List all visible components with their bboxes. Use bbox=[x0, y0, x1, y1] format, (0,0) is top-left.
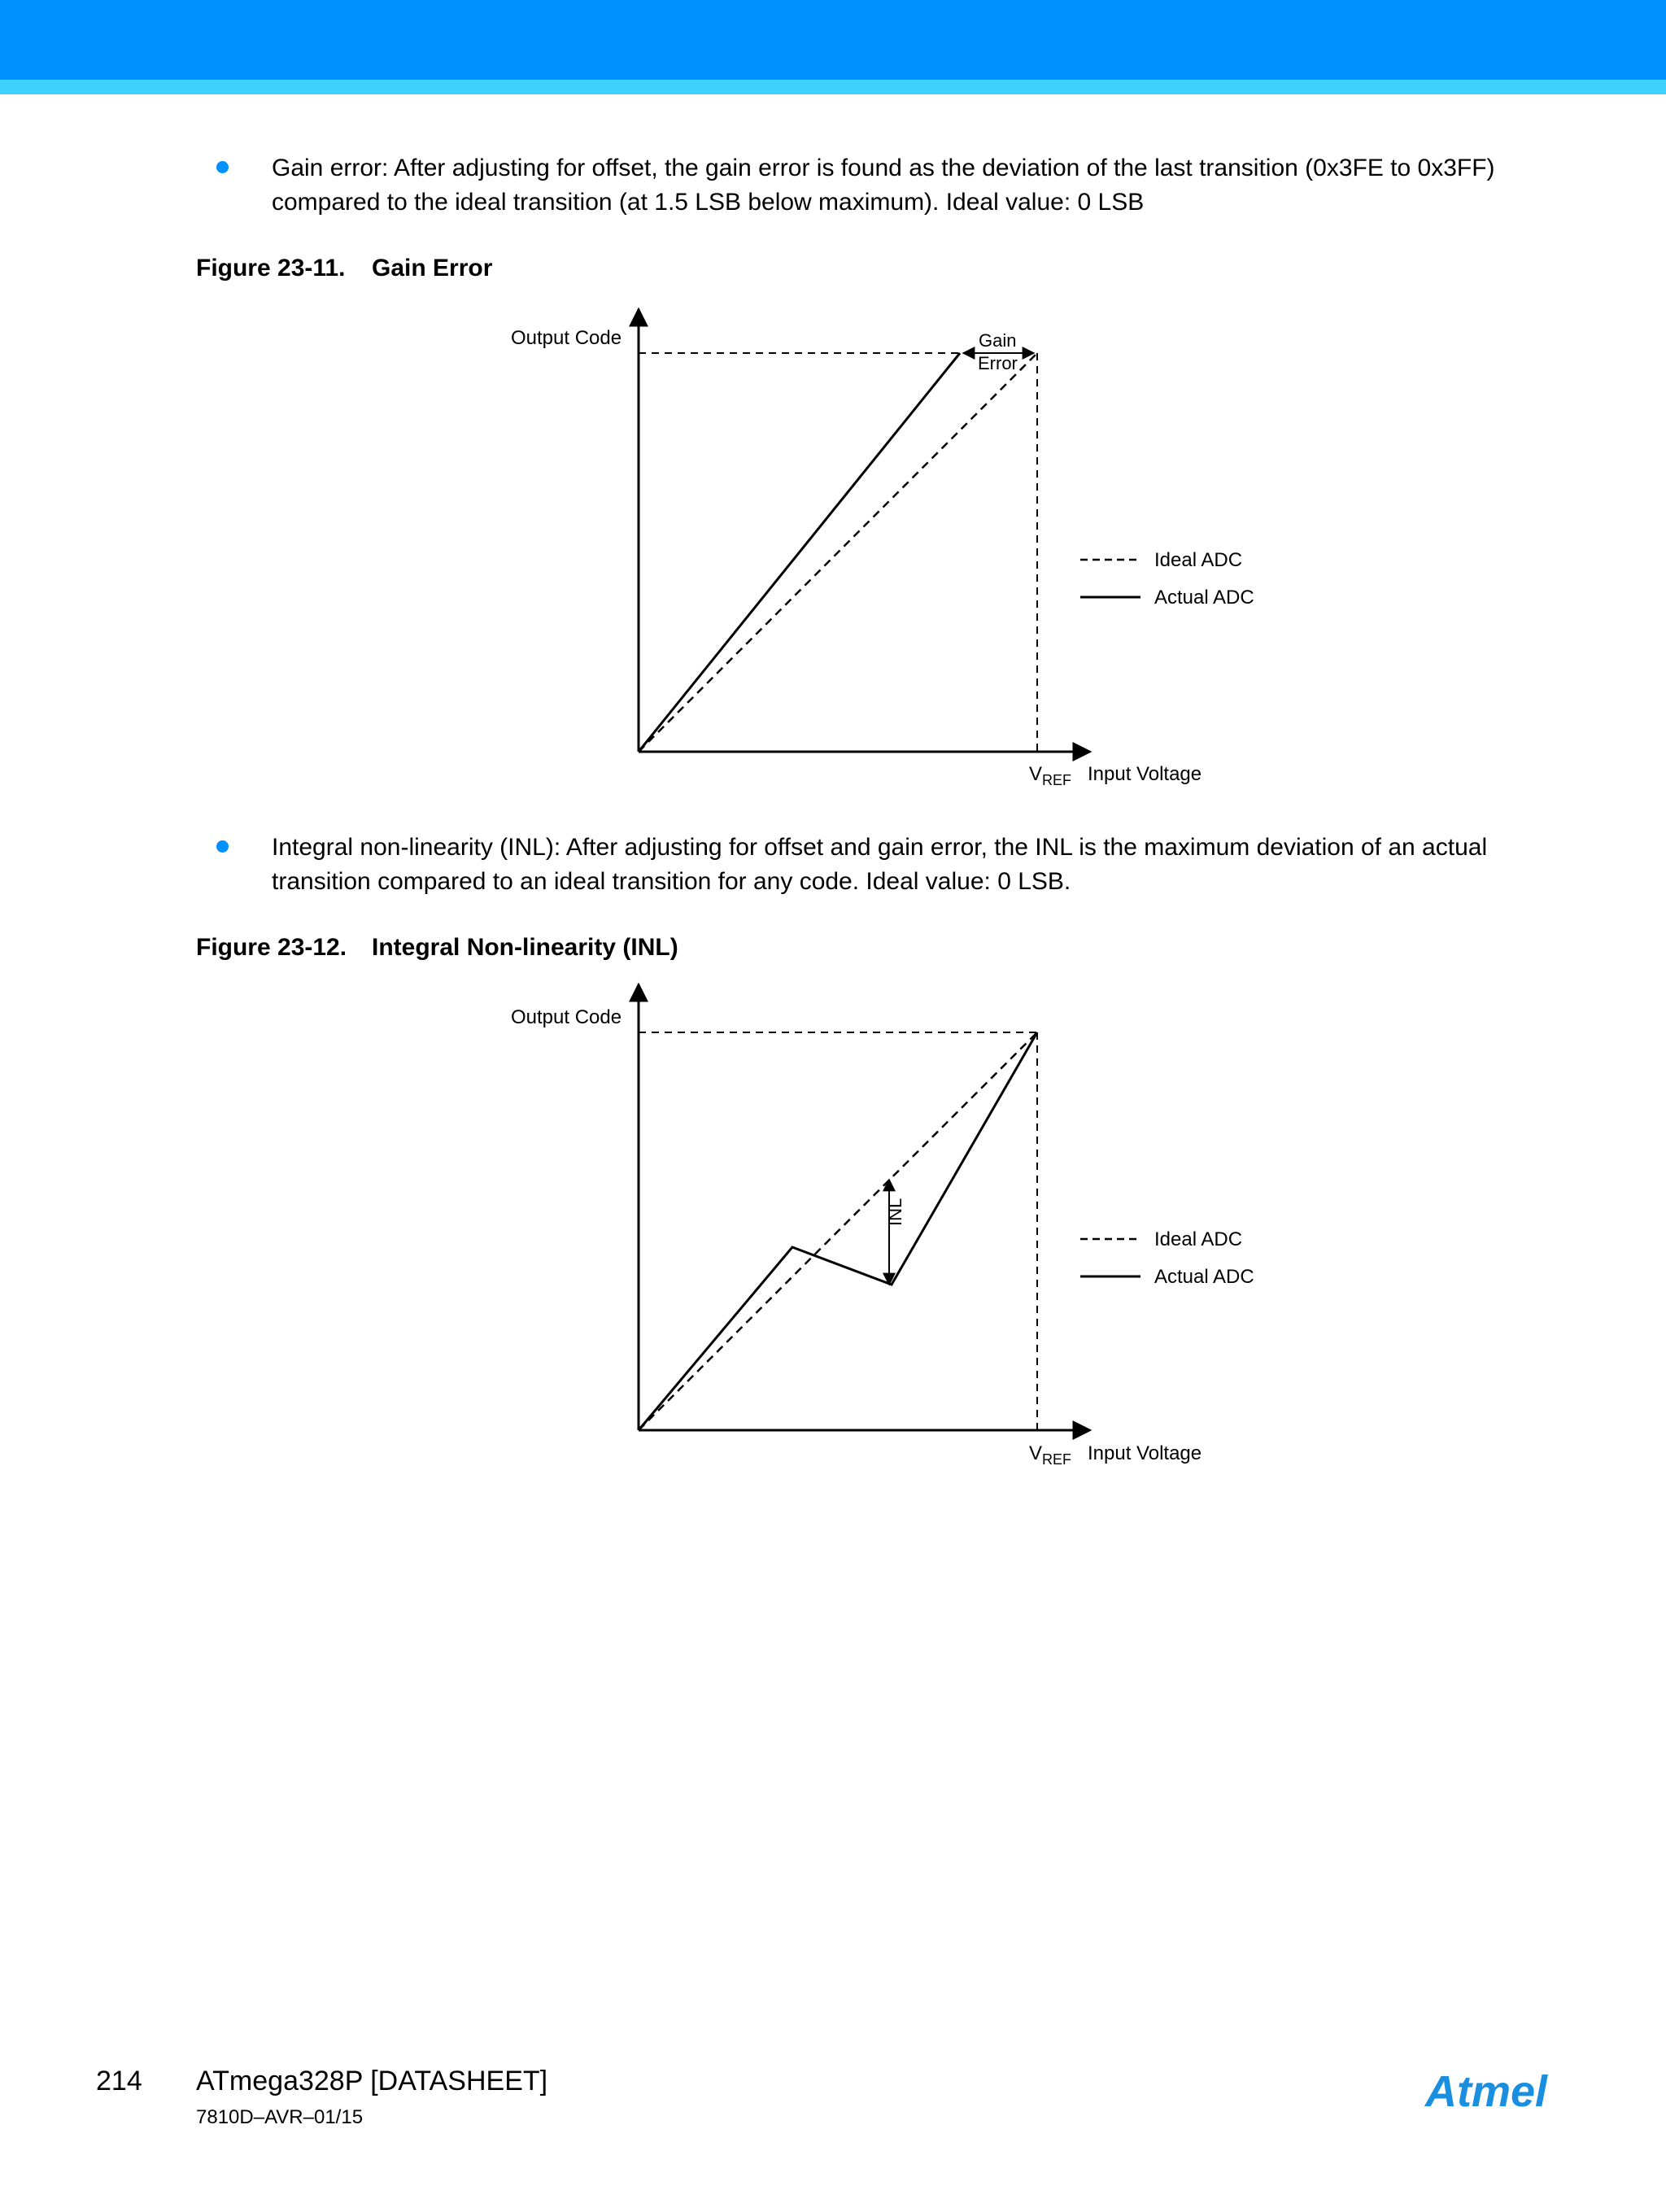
x-axis-label: Input Voltage bbox=[1088, 763, 1202, 785]
inl-diagram bbox=[0, 972, 1666, 1477]
legend-ideal-label: Ideal ADC bbox=[1154, 1228, 1243, 1250]
y-axis-label: Output Code bbox=[511, 327, 622, 349]
figure-inl-number: Figure 23-12. bbox=[196, 934, 347, 961]
annotation-line-2: Error bbox=[978, 353, 1018, 373]
document-title: ATmega328P [DATASHEET] bbox=[196, 2066, 548, 2096]
bullet-dot-icon bbox=[216, 161, 229, 173]
atmel-logo bbox=[1424, 2064, 1570, 2118]
figure-inl-title: Integral Non-linearity (INL) bbox=[372, 934, 678, 961]
header-band bbox=[0, 0, 1666, 80]
gain-error-line-2: compared to the ideal transition (at 1.5 LSB below maximum). Ideal value: 0 LSB bbox=[272, 189, 1145, 216]
inl-text bbox=[272, 831, 1606, 899]
annotation-line-1: Gain bbox=[979, 330, 1017, 351]
y-axis-label: Output Code bbox=[511, 1006, 622, 1028]
gain-error-text bbox=[272, 151, 1606, 220]
ideal-adc-line bbox=[639, 1032, 1037, 1430]
inl-line-1: Integral non-linearity (INL): After adjusting for offset and gain error, the INL is the maximum deviation of an actual bbox=[272, 834, 1488, 861]
atmel-logo-text: Atmel bbox=[1425, 2067, 1548, 2116]
vref-main: V bbox=[1029, 1442, 1043, 1464]
x-axis-label: Input Voltage bbox=[1088, 1442, 1202, 1464]
vref-sub: REF bbox=[1042, 1451, 1072, 1468]
vref-sub: REF bbox=[1042, 772, 1072, 788]
figure-gain-title: Gain Error bbox=[372, 255, 493, 281]
bullet-dot-icon bbox=[216, 840, 229, 853]
gain-error-diagram bbox=[0, 293, 1666, 797]
actual-adc-line bbox=[639, 353, 960, 752]
figure-gain-number: Figure 23-11. bbox=[196, 255, 346, 281]
inl-line-2: transition compared to an ideal transition for any code. Ideal value: 0 LSB. bbox=[272, 868, 1071, 895]
figure-gain-caption bbox=[196, 255, 492, 282]
vref-label bbox=[1029, 763, 1071, 786]
figure-gain-error bbox=[0, 293, 1666, 797]
inl-label: INL bbox=[885, 1198, 905, 1226]
page-number: 214 bbox=[96, 2066, 142, 2096]
vref-label bbox=[1029, 1442, 1072, 1468]
figure-inl bbox=[0, 972, 1666, 1477]
header-stripe bbox=[0, 80, 1666, 94]
document-code: 7810D–AVR–01/15 bbox=[196, 2106, 364, 2128]
legend-actual-label: Actual ADC bbox=[1154, 1266, 1254, 1288]
ideal-adc-line bbox=[639, 353, 1037, 752]
vref-main: V bbox=[1029, 763, 1043, 785]
legend-ideal-label: Ideal ADC bbox=[1154, 549, 1243, 571]
legend-actual-label: Actual ADC bbox=[1154, 587, 1254, 609]
gain-error-line-1: Gain error: After adjusting for offset, the gain error is found as the deviation of the last transition (0x3FE to 0x3FF) bbox=[272, 155, 1495, 181]
figure-inl-caption bbox=[196, 934, 678, 962]
